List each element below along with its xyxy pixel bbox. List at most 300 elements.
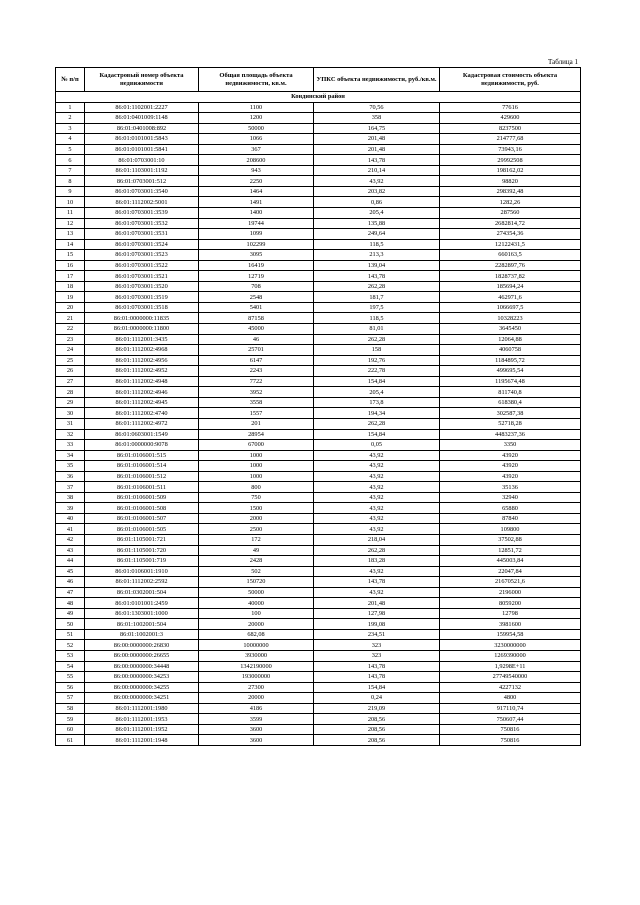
cell-cadastral-number: 86:01:0703001:3531 xyxy=(85,229,199,240)
cell-upks: 234,51 xyxy=(314,629,440,640)
cell-upks: 158 xyxy=(314,345,440,356)
cell-cadastral-number: 86:01:1112002:4952 xyxy=(85,366,199,377)
cell-upks: 183,28 xyxy=(314,556,440,567)
cell-number: 13 xyxy=(56,229,85,240)
cell-upks: 154,84 xyxy=(314,429,440,440)
cell-cadastral-number: 86:00:0000000:26830 xyxy=(85,640,199,651)
cell-area: 28954 xyxy=(199,429,314,440)
cell-cadastral-number: 86:01:0401008:892 xyxy=(85,123,199,134)
cell-area: 1000 xyxy=(199,461,314,472)
cell-upks: 203,82 xyxy=(314,186,440,197)
cell-cadastral-value: 1184895,72 xyxy=(440,355,581,366)
cell-area: 2500 xyxy=(199,524,314,535)
cell-upks: 205,4 xyxy=(314,387,440,398)
cell-cadastral-value: 298392,48 xyxy=(440,186,581,197)
table-row xyxy=(56,102,581,113)
cell-cadastral-number: 86:01:0703001:512 xyxy=(85,176,199,187)
cell-upks: 118,5 xyxy=(314,313,440,324)
table-row xyxy=(56,123,581,134)
cell-cadastral-value: 750607,44 xyxy=(440,714,581,725)
cell-upks: 201,48 xyxy=(314,134,440,145)
cell-area: 50000 xyxy=(199,123,314,134)
table-row xyxy=(56,271,581,282)
table-row xyxy=(56,218,581,229)
table-row xyxy=(56,429,581,440)
cell-cadastral-value: 32940 xyxy=(440,492,581,503)
cell-cadastral-number: 86:01:0703001:3519 xyxy=(85,292,199,303)
cell-area: 2243 xyxy=(199,366,314,377)
cell-upks: 323 xyxy=(314,640,440,651)
cell-cadastral-value: 750816 xyxy=(440,724,581,735)
cell-number: 50 xyxy=(56,619,85,630)
cell-cadastral-value: 445003,84 xyxy=(440,556,581,567)
cell-cadastral-number: 86:01:0703001:3520 xyxy=(85,281,199,292)
table-row xyxy=(56,250,581,261)
cell-upks: 43,92 xyxy=(314,461,440,472)
cell-number: 55 xyxy=(56,672,85,683)
cell-area: 40000 xyxy=(199,598,314,609)
table-row xyxy=(56,471,581,482)
cell-area: 10000000 xyxy=(199,640,314,651)
cell-upks: 0,86 xyxy=(314,197,440,208)
table-row xyxy=(56,313,581,324)
cell-number: 58 xyxy=(56,703,85,714)
cell-number: 26 xyxy=(56,366,85,377)
cell-upks: 43,92 xyxy=(314,524,440,535)
cell-number: 27 xyxy=(56,376,85,387)
cell-number: 43 xyxy=(56,545,85,556)
cell-cadastral-number: 86:00:0000000:34255 xyxy=(85,682,199,693)
cell-cadastral-number: 86:01:0106001:515 xyxy=(85,450,199,461)
table-row xyxy=(56,650,581,661)
cell-area: 87158 xyxy=(199,313,314,324)
cell-upks: 249,64 xyxy=(314,229,440,240)
cell-cadastral-value: 4227132 xyxy=(440,682,581,693)
cell-area: 1557 xyxy=(199,408,314,419)
cell-cadastral-value: 811740,8 xyxy=(440,387,581,398)
cell-number: 7 xyxy=(56,165,85,176)
cell-area: 102299 xyxy=(199,239,314,250)
cell-cadastral-number: 86:01:1112002:4956 xyxy=(85,355,199,366)
cell-cadastral-number: 86:01:1105001:719 xyxy=(85,556,199,567)
cell-cadastral-value: 3230000000 xyxy=(440,640,581,651)
cell-number: 1 xyxy=(56,102,85,113)
table-row xyxy=(56,661,581,672)
cell-upks: 154,84 xyxy=(314,376,440,387)
cell-cadastral-value: 98820 xyxy=(440,176,581,187)
cell-number: 46 xyxy=(56,577,85,588)
table-row xyxy=(56,545,581,556)
cell-upks: 118,5 xyxy=(314,239,440,250)
cell-upks: 43,92 xyxy=(314,176,440,187)
table-row xyxy=(56,324,581,335)
cell-cadastral-value: 12064,88 xyxy=(440,334,581,345)
cell-cadastral-value: 274354,36 xyxy=(440,229,581,240)
cell-cadastral-value: 660163,5 xyxy=(440,250,581,261)
cell-cadastral-number: 86:01:1112001:1953 xyxy=(85,714,199,725)
cell-cadastral-value: 43920 xyxy=(440,471,581,482)
cell-upks: 143,78 xyxy=(314,661,440,672)
cell-cadastral-value: 4483237,36 xyxy=(440,429,581,440)
cell-cadastral-number: 86:01:0106001:514 xyxy=(85,461,199,472)
cell-cadastral-value: 302587,38 xyxy=(440,408,581,419)
cell-number: 61 xyxy=(56,735,85,746)
table-row xyxy=(56,186,581,197)
cell-cadastral-number: 86:01:0703001:3521 xyxy=(85,271,199,282)
cell-number: 48 xyxy=(56,598,85,609)
cell-cadastral-number: 86:01:1105001:720 xyxy=(85,545,199,556)
cell-cadastral-value: 3645450 xyxy=(440,324,581,335)
cell-area: 1400 xyxy=(199,208,314,219)
cell-number: 44 xyxy=(56,556,85,567)
table-row xyxy=(56,239,581,250)
table-row xyxy=(56,387,581,398)
cell-upks: 262,28 xyxy=(314,281,440,292)
cell-area: 2250 xyxy=(199,176,314,187)
cell-area: 27300 xyxy=(199,682,314,693)
table-row xyxy=(56,144,581,155)
table-row xyxy=(56,598,581,609)
cell-cadastral-value: 185694,24 xyxy=(440,281,581,292)
cell-cadastral-value: 1195674,48 xyxy=(440,376,581,387)
table-row xyxy=(56,461,581,472)
cell-cadastral-number: 86:01:0106001:1910 xyxy=(85,566,199,577)
cell-cadastral-value: 12122431,5 xyxy=(440,239,581,250)
cell-cadastral-number: 86:01:0000000:9078 xyxy=(85,440,199,451)
cell-number: 22 xyxy=(56,324,85,335)
cell-cadastral-number: 86:01:0000000:11835 xyxy=(85,313,199,324)
cell-area: 5401 xyxy=(199,302,314,313)
cell-upks: 81,01 xyxy=(314,324,440,335)
cell-cadastral-value: 10328223 xyxy=(440,313,581,324)
cell-cadastral-value: 2282897,76 xyxy=(440,260,581,271)
cell-cadastral-number: 86:01:1103001:1192 xyxy=(85,165,199,176)
cell-upks: 201,48 xyxy=(314,144,440,155)
cell-upks: 143,78 xyxy=(314,271,440,282)
cell-number: 11 xyxy=(56,208,85,219)
cell-number: 52 xyxy=(56,640,85,651)
cell-upks: 164,75 xyxy=(314,123,440,134)
cell-cadastral-number: 86:01:1112002:4946 xyxy=(85,387,199,398)
cell-number: 20 xyxy=(56,302,85,313)
cell-cadastral-value: 287560 xyxy=(440,208,581,219)
cell-number: 35 xyxy=(56,461,85,472)
cell-upks: 213,3 xyxy=(314,250,440,261)
cell-cadastral-number: 86:01:1112002:4948 xyxy=(85,376,199,387)
cell-cadastral-number: 86:00:0000000:34448 xyxy=(85,661,199,672)
cell-cadastral-value: 8237500 xyxy=(440,123,581,134)
table-caption: Таблица 1 xyxy=(548,58,578,66)
cell-cadastral-number: 86:01:0101001:5841 xyxy=(85,144,199,155)
table-row xyxy=(56,608,581,619)
cell-number: 19 xyxy=(56,292,85,303)
cell-upks: 210,14 xyxy=(314,165,440,176)
cell-number: 6 xyxy=(56,155,85,166)
cell-cadastral-number: 86:01:0703001:10 xyxy=(85,155,199,166)
cell-cadastral-value: 87840 xyxy=(440,513,581,524)
cell-number: 39 xyxy=(56,503,85,514)
cell-cadastral-value: 618380,4 xyxy=(440,397,581,408)
cell-upks: 208,56 xyxy=(314,724,440,735)
cell-area: 750 xyxy=(199,492,314,503)
cell-cadastral-value: 499695,54 xyxy=(440,366,581,377)
cell-area: 3558 xyxy=(199,397,314,408)
cell-cadastral-value: 1282,26 xyxy=(440,197,581,208)
cell-cadastral-number: 86:01:0106001:508 xyxy=(85,503,199,514)
cell-upks: 154,84 xyxy=(314,682,440,693)
table-row xyxy=(56,672,581,683)
cell-number: 4 xyxy=(56,134,85,145)
cell-cadastral-value: 3350 xyxy=(440,440,581,451)
table-row xyxy=(56,229,581,240)
cell-upks: 43,92 xyxy=(314,492,440,503)
cell-upks: 262,28 xyxy=(314,545,440,556)
cell-number: 12 xyxy=(56,218,85,229)
cell-area: 3600 xyxy=(199,724,314,735)
cell-cadastral-number: 86:01:0106001:505 xyxy=(85,524,199,535)
cell-number: 25 xyxy=(56,355,85,366)
cell-cadastral-number: 86:01:0703001:3518 xyxy=(85,302,199,313)
cell-area: 67000 xyxy=(199,440,314,451)
table-row xyxy=(56,566,581,577)
cell-area: 1200 xyxy=(199,113,314,124)
cell-cadastral-number: 86:01:1112002:4945 xyxy=(85,397,199,408)
cell-upks: 135,88 xyxy=(314,218,440,229)
cell-upks: 43,92 xyxy=(314,503,440,514)
cell-area: 708 xyxy=(199,281,314,292)
cell-number: 47 xyxy=(56,587,85,598)
cell-area: 45000 xyxy=(199,324,314,335)
cell-upks: 0,05 xyxy=(314,440,440,451)
header-area: Общая площадь объекта недвижимости, кв.м. xyxy=(199,68,314,92)
table-row xyxy=(56,513,581,524)
cell-cadastral-value: 12798 xyxy=(440,608,581,619)
table-row xyxy=(56,503,581,514)
table-row xyxy=(56,629,581,640)
header-cadastral-number: Кадастровый номер объекта недвижимости xyxy=(85,68,199,92)
cell-upks: 43,92 xyxy=(314,450,440,461)
cell-upks: 197,5 xyxy=(314,302,440,313)
cell-number: 53 xyxy=(56,650,85,661)
cell-cadastral-number: 86:01:0106001:512 xyxy=(85,471,199,482)
cell-upks: 262,28 xyxy=(314,334,440,345)
cell-number: 10 xyxy=(56,197,85,208)
cell-area: 3095 xyxy=(199,250,314,261)
table-row xyxy=(56,418,581,429)
cell-area: 1099 xyxy=(199,229,314,240)
table-row xyxy=(56,450,581,461)
cell-cadastral-number: 86:01:0101001:5843 xyxy=(85,134,199,145)
cell-area: 1066 xyxy=(199,134,314,145)
cell-number: 31 xyxy=(56,418,85,429)
cell-cadastral-value: 2682814,72 xyxy=(440,218,581,229)
cell-area: 800 xyxy=(199,482,314,493)
cell-upks: 358 xyxy=(314,113,440,124)
cell-cadastral-value: 429600 xyxy=(440,113,581,124)
cell-cadastral-value: 1269390000 xyxy=(440,650,581,661)
cell-number: 9 xyxy=(56,186,85,197)
table-row xyxy=(56,556,581,567)
table-row xyxy=(56,155,581,166)
table-row xyxy=(56,260,581,271)
cell-number: 15 xyxy=(56,250,85,261)
cell-number: 37 xyxy=(56,482,85,493)
cell-cadastral-value: 3981600 xyxy=(440,619,581,630)
cell-cadastral-value: 1,9298E+11 xyxy=(440,661,581,672)
cell-cadastral-value: 8059200 xyxy=(440,598,581,609)
table-body xyxy=(56,92,581,746)
cell-area: 19744 xyxy=(199,218,314,229)
table-row xyxy=(56,113,581,124)
cell-upks: 43,92 xyxy=(314,513,440,524)
cell-number: 54 xyxy=(56,661,85,672)
cell-upks: 143,78 xyxy=(314,577,440,588)
cell-number: 42 xyxy=(56,534,85,545)
cell-area: 2000 xyxy=(199,513,314,524)
cell-number: 49 xyxy=(56,608,85,619)
table-row xyxy=(56,587,581,598)
cell-number: 18 xyxy=(56,281,85,292)
table-row xyxy=(56,376,581,387)
header-number: № п/п xyxy=(56,68,85,92)
cell-cadastral-value: 12851,72 xyxy=(440,545,581,556)
cell-number: 24 xyxy=(56,345,85,356)
cell-cadastral-value: 22047,84 xyxy=(440,566,581,577)
cell-cadastral-number: 86:01:0703001:3532 xyxy=(85,218,199,229)
cell-cadastral-number: 86:00:0000000:34253 xyxy=(85,672,199,683)
cell-area: 201 xyxy=(199,418,314,429)
cell-upks: 219,09 xyxy=(314,703,440,714)
cell-cadastral-number: 86:01:1112001:3435 xyxy=(85,334,199,345)
cell-number: 41 xyxy=(56,524,85,535)
table-row xyxy=(56,703,581,714)
cell-area: 50000 xyxy=(199,587,314,598)
cell-upks: 262,28 xyxy=(314,418,440,429)
cell-area: 1464 xyxy=(199,186,314,197)
table-header-row xyxy=(56,68,581,92)
cell-upks: 70,56 xyxy=(314,102,440,113)
cell-cadastral-number: 86:01:1303001:1000 xyxy=(85,608,199,619)
cell-number: 3 xyxy=(56,123,85,134)
cell-number: 57 xyxy=(56,693,85,704)
cell-cadastral-number: 86:01:0703001:3523 xyxy=(85,250,199,261)
cell-number: 51 xyxy=(56,629,85,640)
cell-cadastral-number: 86:01:1112001:1952 xyxy=(85,724,199,735)
cell-upks: 43,92 xyxy=(314,566,440,577)
table-row xyxy=(56,281,581,292)
cell-cadastral-value: 1066697,5 xyxy=(440,302,581,313)
cell-number: 34 xyxy=(56,450,85,461)
table-row xyxy=(56,619,581,630)
table-row xyxy=(56,345,581,356)
cell-number: 23 xyxy=(56,334,85,345)
cell-cadastral-value: 2196000 xyxy=(440,587,581,598)
cell-cadastral-value: 462971,6 xyxy=(440,292,581,303)
cell-cadastral-value: 109800 xyxy=(440,524,581,535)
cell-number: 16 xyxy=(56,260,85,271)
cell-cadastral-number: 86:01:0106001:511 xyxy=(85,482,199,493)
cell-area: 3930000 xyxy=(199,650,314,661)
table-row xyxy=(56,693,581,704)
table-row xyxy=(56,197,581,208)
cell-upks: 323 xyxy=(314,650,440,661)
cell-upks: 143,78 xyxy=(314,672,440,683)
cell-cadastral-number: 86:01:0603001:1549 xyxy=(85,429,199,440)
table-row xyxy=(56,577,581,588)
cell-cadastral-value: 35136 xyxy=(440,482,581,493)
cell-area: 46 xyxy=(199,334,314,345)
cell-cadastral-value: 65880 xyxy=(440,503,581,514)
document-page xyxy=(55,57,580,746)
cell-cadastral-value: 214777,68 xyxy=(440,134,581,145)
cell-area: 25701 xyxy=(199,345,314,356)
table-row xyxy=(56,482,581,493)
cell-number: 5 xyxy=(56,144,85,155)
cell-upks: 218,04 xyxy=(314,534,440,545)
cell-cadastral-number: 86:01:0703001:3524 xyxy=(85,239,199,250)
cell-cadastral-number: 86:01:1102001:2227 xyxy=(85,102,199,113)
cell-cadastral-number: 86:01:0703001:3539 xyxy=(85,208,199,219)
district-name: Кондинский район xyxy=(56,92,581,103)
cell-cadastral-number: 86:01:0703001:3522 xyxy=(85,260,199,271)
cell-cadastral-value: 27749540000 xyxy=(440,672,581,683)
cell-number: 45 xyxy=(56,566,85,577)
cell-area: 3600 xyxy=(199,735,314,746)
cell-area: 2428 xyxy=(199,556,314,567)
cell-cadastral-number: 86:01:1112002:4968 xyxy=(85,345,199,356)
table-row xyxy=(56,534,581,545)
cell-cadastral-number: 86:01:0302001:504 xyxy=(85,587,199,598)
cell-cadastral-number: 86:01:1112002:2592 xyxy=(85,577,199,588)
cell-area: 208600 xyxy=(199,155,314,166)
cell-area: 3952 xyxy=(199,387,314,398)
cell-upks: 208,56 xyxy=(314,735,440,746)
table-row xyxy=(56,524,581,535)
cell-cadastral-number: 86:01:0106001:507 xyxy=(85,513,199,524)
cell-number: 30 xyxy=(56,408,85,419)
cell-cadastral-value: 52718,28 xyxy=(440,418,581,429)
table-row xyxy=(56,355,581,366)
cell-upks: 43,92 xyxy=(314,587,440,598)
cell-number: 60 xyxy=(56,724,85,735)
cell-cadastral-number: 86:01:1112001:1980 xyxy=(85,703,199,714)
table-row xyxy=(56,134,581,145)
cell-upks: 43,92 xyxy=(314,471,440,482)
cell-area: 16419 xyxy=(199,260,314,271)
table-row xyxy=(56,292,581,303)
cell-upks: 0,24 xyxy=(314,693,440,704)
cell-number: 14 xyxy=(56,239,85,250)
cell-upks: 199,08 xyxy=(314,619,440,630)
cell-area: 12719 xyxy=(199,271,314,282)
cell-upks: 139,04 xyxy=(314,260,440,271)
cell-number: 38 xyxy=(56,492,85,503)
table-row xyxy=(56,366,581,377)
cell-cadastral-number: 86:01:1002001:504 xyxy=(85,619,199,630)
table-row xyxy=(56,735,581,746)
cell-area: 172 xyxy=(199,534,314,545)
table-row xyxy=(56,682,581,693)
cell-number: 8 xyxy=(56,176,85,187)
table-row xyxy=(56,640,581,651)
table-row xyxy=(56,724,581,735)
cell-cadastral-number: 86:01:0106001:509 xyxy=(85,492,199,503)
cell-area: 7722 xyxy=(199,376,314,387)
cell-area: 20000 xyxy=(199,619,314,630)
cell-cadastral-value: 917110,74 xyxy=(440,703,581,714)
cell-number: 17 xyxy=(56,271,85,282)
cell-cadastral-value: 4060758 xyxy=(440,345,581,356)
